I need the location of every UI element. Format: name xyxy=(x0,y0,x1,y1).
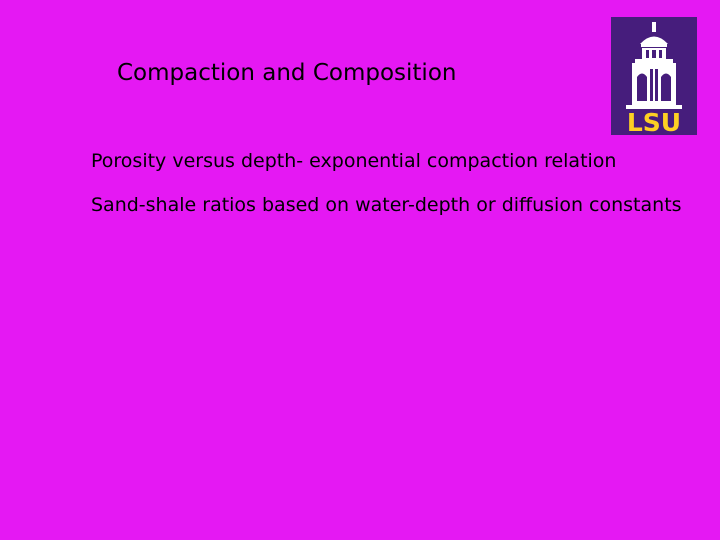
slide-title: Compaction and Composition xyxy=(117,60,457,86)
bullet-item-sand-shale: Sand-shale ratios based on water-depth or diffusion constants xyxy=(91,194,682,216)
lsu-logo-icon xyxy=(611,17,697,135)
bullet-item-porosity: Porosity versus depth- exponential compaction relation xyxy=(91,150,617,172)
bullet-list xyxy=(91,147,701,235)
svg-text:LSU: LSU xyxy=(626,108,682,135)
